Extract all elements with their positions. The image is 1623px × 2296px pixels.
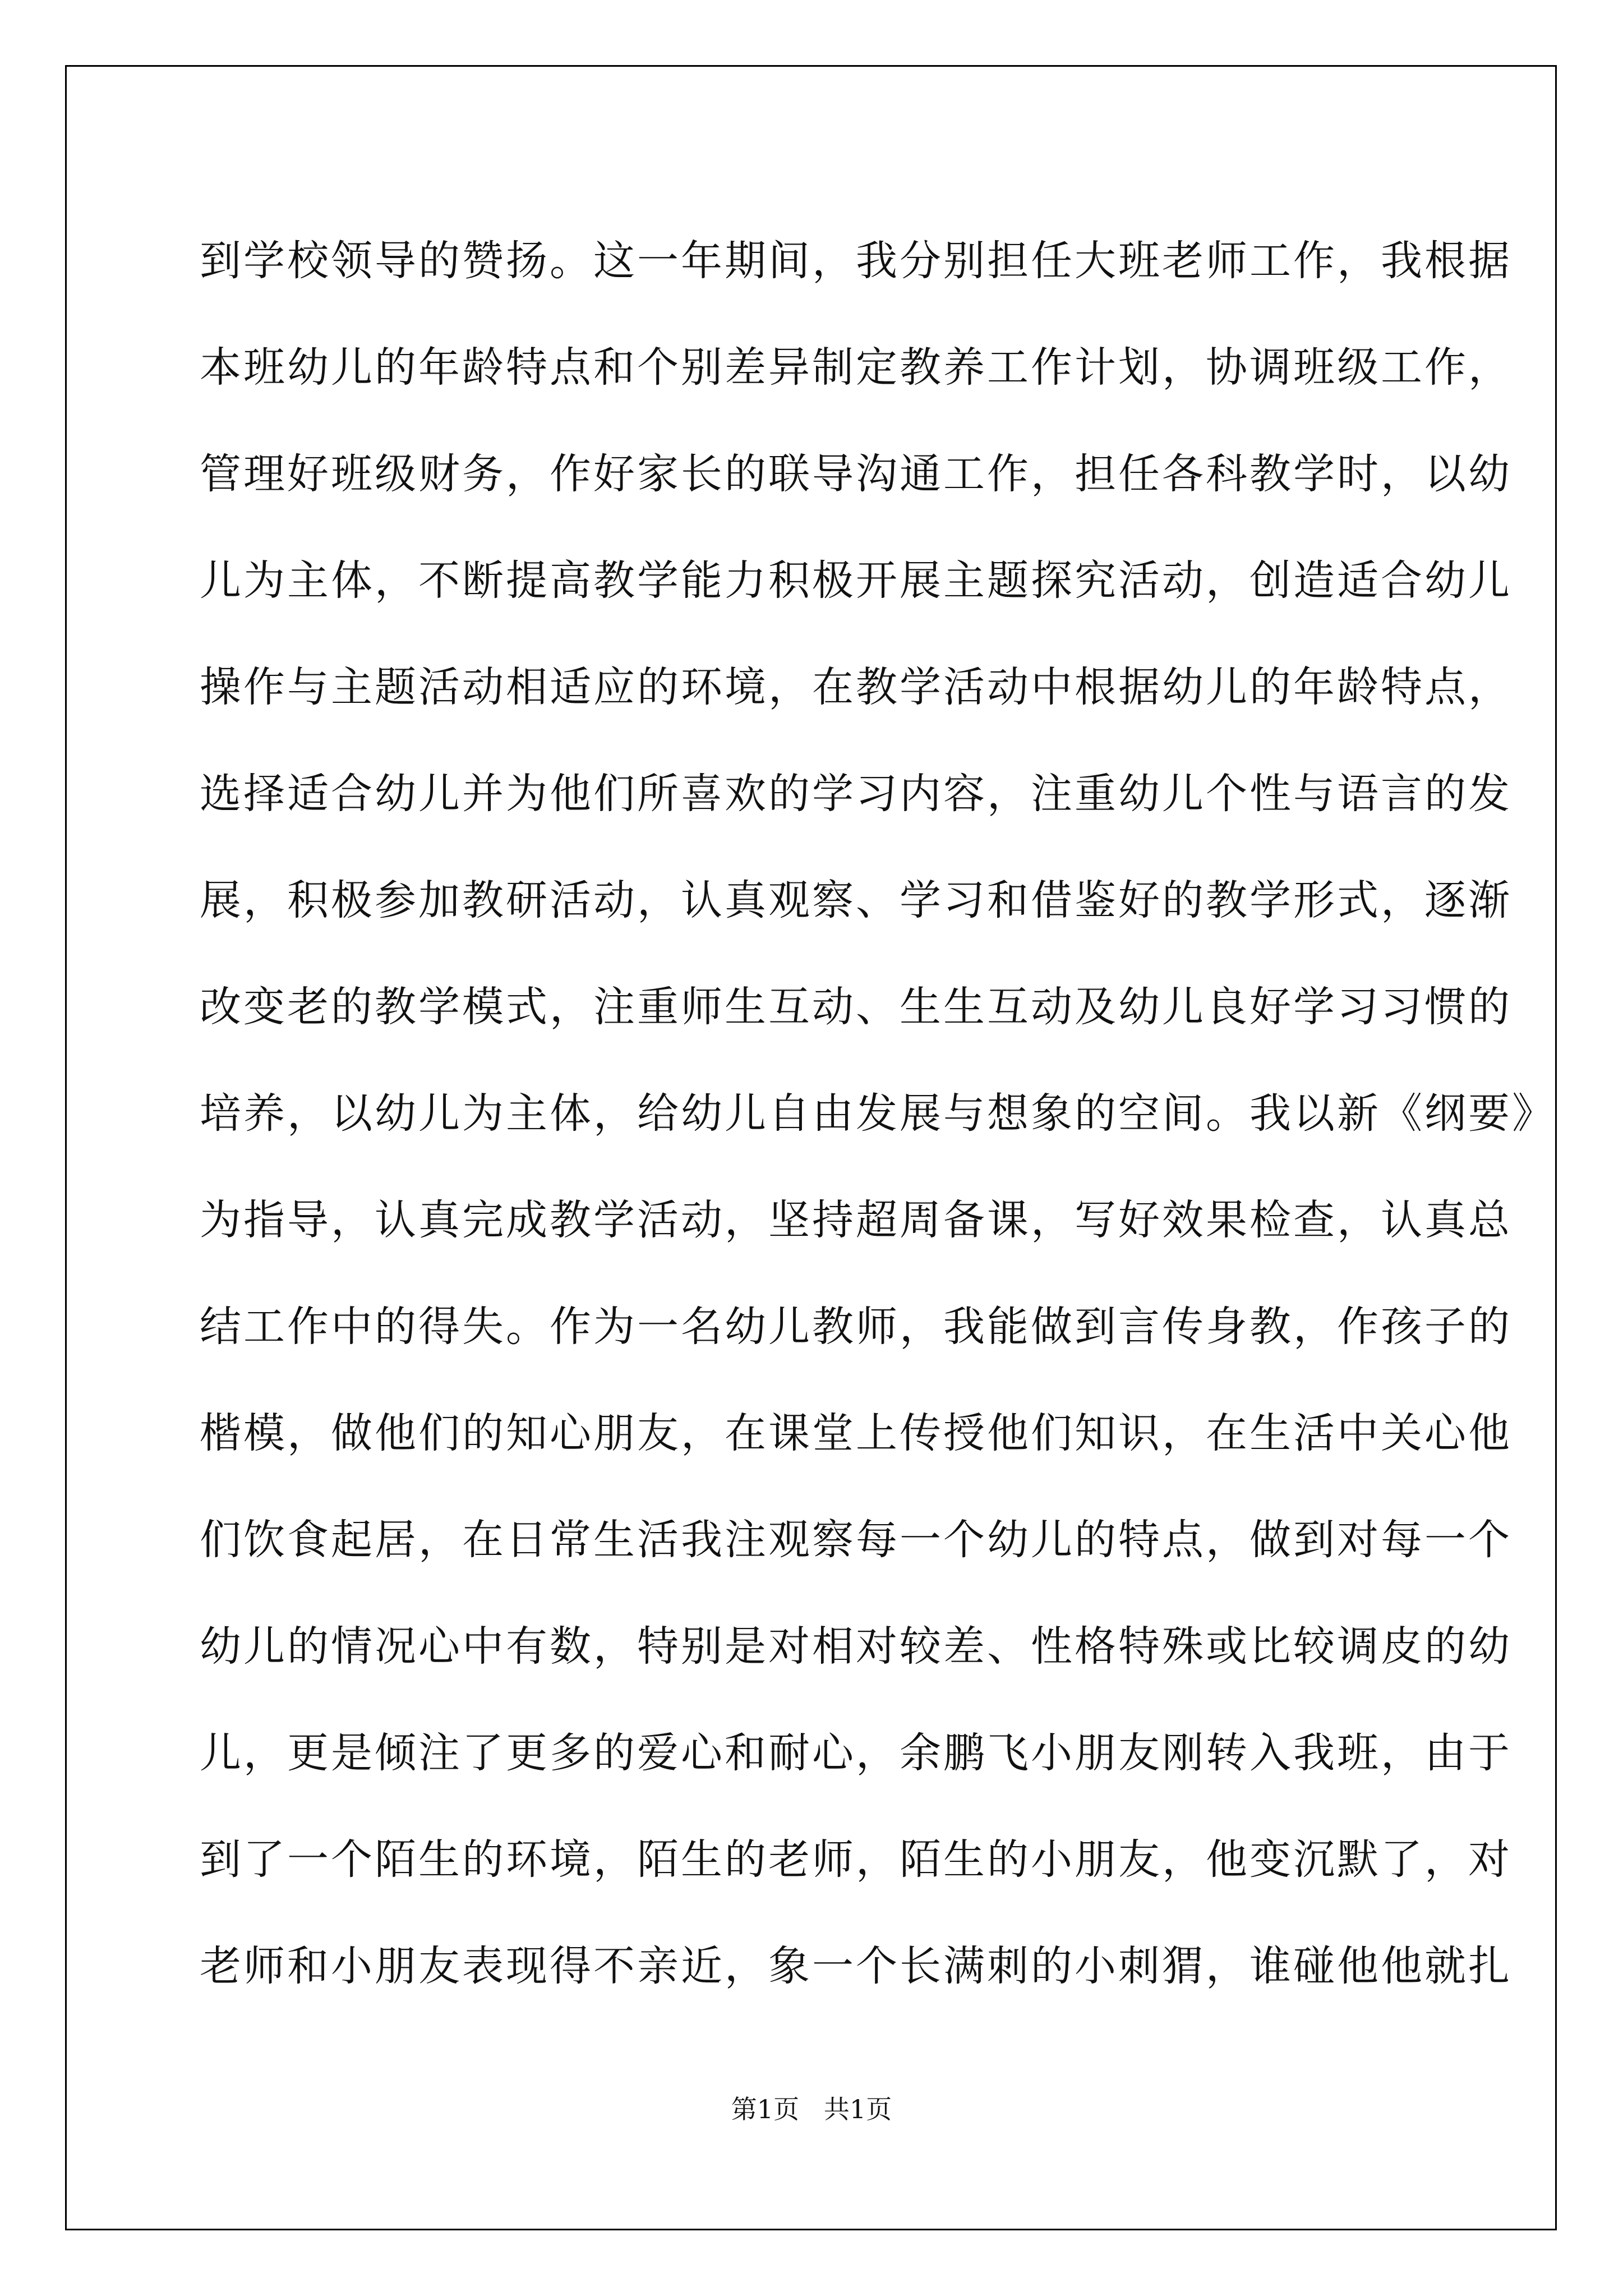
text-line: 到学校领导的赞扬。这一年期间，我分别担任大班老师工作，我根据	[200, 237, 1512, 285]
text-line: 选择适合幼儿并为他们所喜欢的学习内容，注重幼儿个性与语言的发	[200, 770, 1512, 818]
text-line: 培养，以幼儿为主体，给幼儿自由发展与想象的空间。我以新《纲要》	[200, 1089, 1556, 1138]
text-line: 幼儿的情况心中有数，特别是对相对较差、性格特殊或比较调皮的幼	[200, 1622, 1512, 1671]
text-line: 为指导，认真完成教学活动，坚持超周备课，写好效果检查，认真总	[200, 1196, 1512, 1244]
text-line: 改变老的教学模式，注重师生互动、生生互动及幼儿良好学习习惯的	[200, 983, 1512, 1031]
text-line: 儿为主体，不断提高教学能力积极开展主题探究活动，创造适合幼儿	[200, 556, 1512, 605]
document-body	[200, 208, 1556, 2019]
text-line: 老师和小朋友表现得不亲近，象一个长满刺的小刺猬，谁碰他他就扎	[200, 1942, 1512, 1990]
text-line: 楷模，做他们的知心朋友，在课堂上传授他们知识，在生活中关心他	[200, 1409, 1512, 1457]
text-line: 儿，更是倾注了更多的爱心和耐心，余鹏飞小朋友刚转入我班，由于	[200, 1729, 1512, 1777]
text-line: 管理好班级财务，作好家长的联导沟通工作，担任各科教学时，以幼	[200, 450, 1512, 498]
text-line: 操作与主题活动相适应的环境，在教学活动中根据幼儿的年龄特点，	[200, 663, 1512, 711]
text-line: 们饮食起居，在日常生活我注观察每一个幼儿的特点，做到对每一个	[200, 1516, 1512, 1564]
text-line: 结工作中的得失。作为一名幼儿教师，我能做到言传身教，作孩子的	[200, 1303, 1512, 1351]
text-line: 本班幼儿的年龄特点和个别差异制定教养工作计划，协调班级工作，	[200, 343, 1512, 392]
text-line: 展，积极参加教研活动，认真观察、学习和借鉴好的教学形式，逐渐	[200, 876, 1512, 924]
page-footer: 第1页 共1页	[731, 2094, 892, 2124]
text-line: 到了一个陌生的环境，陌生的老师，陌生的小朋友，他变沉默了，对	[200, 1835, 1512, 1884]
